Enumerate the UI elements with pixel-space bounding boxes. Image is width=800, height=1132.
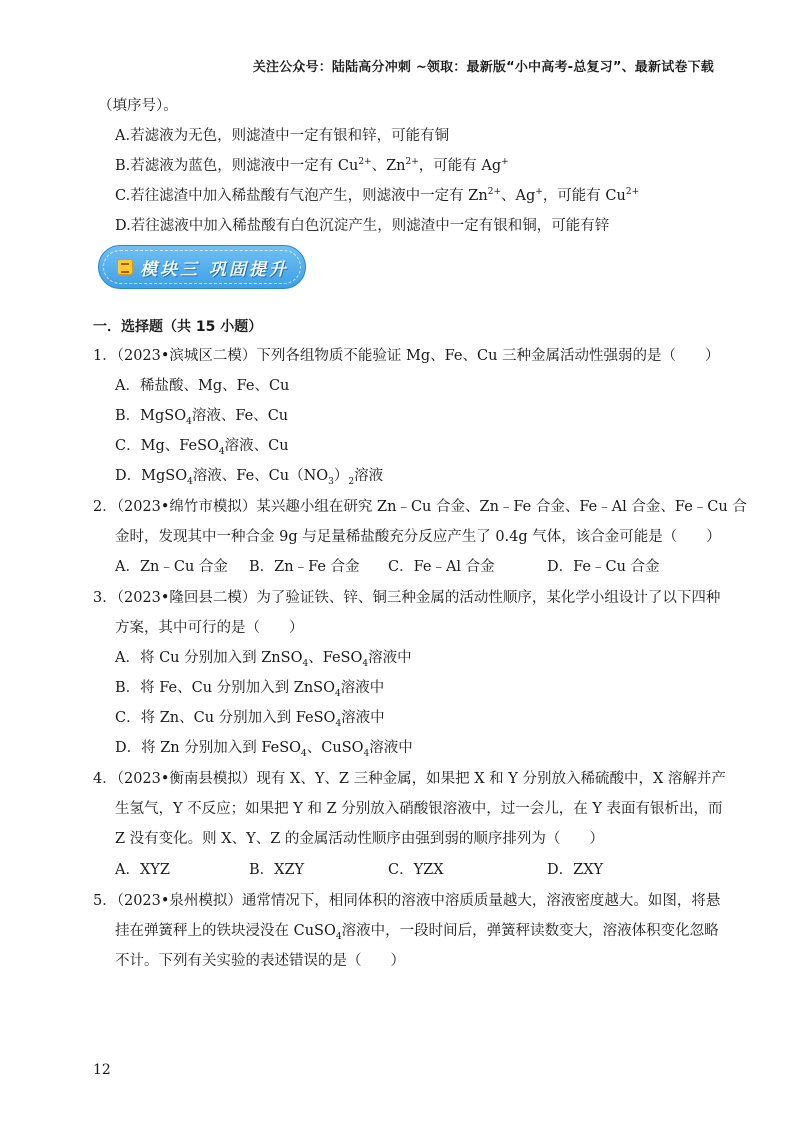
section-heading: 一．选择题（共 15 小题） bbox=[93, 319, 263, 335]
q4-option-a: A．XYZ bbox=[115, 862, 170, 878]
question-5-line-2: 挂在弹簧秤上的铁块浸没在 CuSO$_4$溶液中，一段时间后，弹簧秤读数变大，溶液体积变化忽略 bbox=[115, 923, 719, 942]
q4-option-c: C．YZX bbox=[388, 862, 444, 878]
question-4-line-2: 生氢气，Y 不反应；如果把 Y 和 Z 分别放入硝酸银溶液中，过一会儿，在 Y 表面有银析出，而 bbox=[115, 801, 723, 817]
question-4-line-1: 4．（2023•衡南县模拟）现有 X、Y、Z 三种金属，如果把 X 和 Y 分别放入稀硫酸中，X 溶解并产 bbox=[93, 771, 726, 787]
question-5-line-1: 5．（2023•泉州模拟）通常情况下，相同体积的溶液中溶质质量越大，溶液密度越大。如图，将悬 bbox=[93, 893, 721, 909]
page-header: 关注公众号：陆陆高分冲刺 ~领取：最新版“小中高考-总复习”、最新试卷下载 bbox=[252, 60, 714, 75]
prev-question-tail: （填序号）。 bbox=[98, 98, 178, 114]
question-3-line-1: 3．（2023•隆回县二模）为了验证铁、锌、铜三种金属的活动性顺序，某化学小组设计了以下四种 bbox=[93, 590, 721, 606]
prev-option-c: C.若往滤渣中加入稀盐酸有气泡产生，则滤液中一定有 $Zn^{2+}$、Ag+，可能有 $Cu^{2+}$ bbox=[115, 187, 640, 204]
q1-option-c: C．Mg、FeSO$_4$溶液、Cu bbox=[115, 438, 289, 457]
q2-option-c: C．Fe﹣Al 合金 bbox=[388, 559, 495, 575]
q3-option-a: A．将 Cu 分别加入到 ZnSO$_4$、FeSO$_4$溶液中 bbox=[115, 650, 412, 669]
question-1-stem: 1．（2023•滨城区二模）下列各组物质不能验证 Mg、Fe、Cu 三种金属活动性强弱的是（ ） bbox=[93, 348, 720, 364]
q4-option-d: D．ZXY bbox=[547, 862, 604, 878]
question-4-line-3: Z 没有变化。则 X、Y、Z 的金属活动性顺序由强到弱的顺序排列为（ ） bbox=[115, 831, 604, 847]
question-3-line-2: 方案，其中可行的是（ ） bbox=[115, 620, 304, 636]
q1-option-d: D．MgSO$_4$溶液、Fe、$Cu(NO_3)_2$溶液 bbox=[115, 468, 384, 487]
question-2-line-2: 金时，发现其中一种合金 9g 与足量稀盐酸充分反应产生了 0.4g 气体，该合金可能是（ ） bbox=[115, 529, 721, 545]
q2-option-d: D．Fe﹣Cu 合金 bbox=[547, 559, 660, 575]
q3-option-b: B．将 Fe、Cu 分别加入到 ZnSO$_4$溶液中 bbox=[115, 680, 385, 699]
q1-option-a: A．稀盐酸、Mg、Fe、Cu bbox=[115, 378, 290, 394]
q4-option-b: B．XZY bbox=[249, 862, 305, 878]
module-banner bbox=[98, 245, 306, 289]
prev-option-d: D.若往滤液中加入稀盐酸有白色沉淀产生，则滤渣中一定有银和铜，可能有锌 bbox=[115, 218, 610, 234]
question-2-line-1: 2．（2023•绵竹市模拟）某兴趣小组在研究 Zn﹣Cu 合金、Zn﹣Fe 合金、Fe﹣Al 合金、Fe﹣Cu 合 bbox=[93, 499, 747, 515]
q4-options bbox=[115, 860, 603, 880]
q1-option-b: B．MgSO$_4$溶液、Fe、Cu bbox=[115, 408, 289, 427]
question-5-line-3: 不计。下列有关实验的表述错误的是（ ） bbox=[115, 953, 405, 969]
q2-option-a: A．Zn﹣Cu 合金 bbox=[115, 559, 228, 575]
banner-title: 模块三 巩固提升 bbox=[140, 260, 289, 280]
q2-options bbox=[115, 557, 660, 577]
q3-option-c: C．将 Zn、Cu 分别加入到 FeSO$_4$溶液中 bbox=[115, 710, 385, 729]
prev-option-b: B.若滤液为蓝色，则滤液中一定有 $Cu^{2+}$、$Zn^{2+}$，可能有 Ag+ bbox=[115, 157, 509, 174]
prev-option-a: A.若滤液为无色，则滤渣中一定有银和锌，可能有铜 bbox=[115, 128, 450, 144]
book-icon bbox=[117, 259, 133, 275]
page-number: 12 bbox=[93, 1062, 111, 1078]
q2-option-b: B．Zn﹣Fe 合金 bbox=[249, 559, 360, 575]
q3-option-d: D．将 Zn 分别加入到 FeSO$_4$、CuSO$_4$溶液中 bbox=[115, 740, 413, 759]
